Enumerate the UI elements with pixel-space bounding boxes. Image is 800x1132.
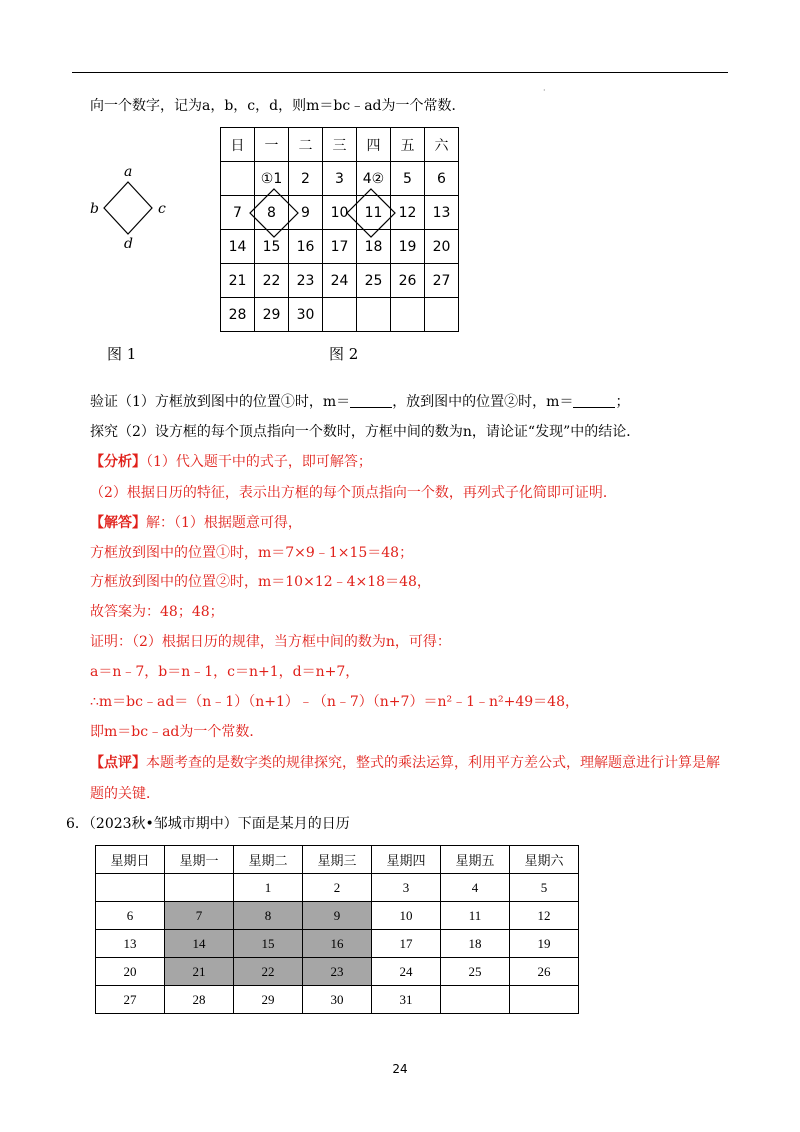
- analysis-line-1: [90, 452, 372, 472]
- figure-2-caption: 图 2: [329, 345, 359, 363]
- calendar-row: [96, 986, 579, 1014]
- calendar-day-cell: 8: [234, 902, 303, 930]
- analysis-line-2: （2）根据日历的特征，表示出方框的每个顶点指向一个数，再列式子化简即可证明．: [90, 485, 617, 501]
- label-a: a: [124, 164, 133, 180]
- calendar-header-cell: 三: [323, 128, 357, 162]
- calendar-header-cell: 星期一: [165, 846, 234, 874]
- label-c: c: [158, 201, 166, 217]
- calendar-row: [221, 264, 459, 298]
- calendar-day-cell: [391, 298, 425, 332]
- calendar-day-cell: 26: [510, 958, 579, 986]
- comment-tag: 【点评】: [90, 755, 146, 771]
- calendar-day-cell: 13: [425, 196, 459, 230]
- calendar-day-cell: 23: [289, 264, 323, 298]
- calendar-day-cell: 24: [323, 264, 357, 298]
- calendar-day-cell: 25: [441, 958, 510, 986]
- calendar-day-cell: 4: [441, 874, 510, 902]
- header-rule: [72, 72, 728, 73]
- verify-part-2: ，放到图中的位置②时，m＝: [392, 394, 574, 410]
- calendar-header-cell: 星期三: [303, 846, 372, 874]
- intro-text: 向一个数字，记为a，b，c，d，则m＝bc﹣ad为一个常数．: [90, 98, 466, 114]
- calendar-day-cell: 21: [165, 958, 234, 986]
- calendar-day-cell: 7: [221, 196, 255, 230]
- calendar-day-cell: 7: [165, 902, 234, 930]
- calendar-day-cell: 11: [441, 902, 510, 930]
- calendar-day-cell: 20: [425, 230, 459, 264]
- calendar-day-cell: 18: [357, 230, 391, 264]
- calendar-day-cell: 21: [221, 264, 255, 298]
- comment-line-1: [90, 753, 720, 773]
- answer-line-7: ∴m＝bc﹣ad＝（n﹣1）（n+1）﹣（n﹣7）（n+7）＝n²﹣1﹣n²+49＝48，: [90, 694, 579, 710]
- calendar-day-cell: 9: [289, 196, 323, 230]
- calendar-day-cell: 12: [510, 902, 579, 930]
- calendar-row: [96, 874, 579, 902]
- question-6-calendar: [95, 845, 579, 1014]
- calendar-day-cell: 31: [372, 986, 441, 1014]
- calendar-row: [96, 930, 579, 958]
- calendar-day-cell: 9: [303, 902, 372, 930]
- diamond-position-1: [248, 187, 300, 239]
- diamond-position-2: [345, 187, 397, 239]
- calendar-day-cell: 17: [323, 230, 357, 264]
- calendar-day-cell: 27: [96, 986, 165, 1014]
- calendar-day-cell: 22: [255, 264, 289, 298]
- calendar-header-cell: 星期日: [96, 846, 165, 874]
- answer-line-4: 故答案为：48；48；: [90, 604, 224, 620]
- answer-line-6: a＝n﹣7，b＝n﹣1，c＝n+1，d＝n+7，: [90, 664, 360, 680]
- calendar-day-cell: 3: [323, 162, 357, 196]
- comment-line-2: 题的关键．: [90, 786, 160, 802]
- verify-part-3: ；: [615, 394, 630, 410]
- calendar-day-cell: 12: [391, 196, 425, 230]
- calendar-row: [96, 902, 579, 930]
- calendar-row: [96, 958, 579, 986]
- calendar-header-cell: 星期六: [510, 846, 579, 874]
- calendar-day-cell: 6: [96, 902, 165, 930]
- question-6-title: 6．（2023秋•邹城市期中）下面是某月的日历: [66, 816, 350, 832]
- answer-blank-2: [573, 393, 615, 408]
- calendar-day-cell: ①1: [255, 162, 289, 196]
- calendar-day-cell: 19: [391, 230, 425, 264]
- calendar-header-cell: 星期四: [372, 846, 441, 874]
- calendar-header-cell: 日: [221, 128, 255, 162]
- verify-question: [90, 392, 629, 412]
- calendar-day-cell: 2: [303, 874, 372, 902]
- calendar-header-cell: 四: [357, 128, 391, 162]
- calendar-day-cell: 11: [357, 196, 391, 230]
- calendar-day-cell: 28: [221, 298, 255, 332]
- calendar-day-cell: 5: [510, 874, 579, 902]
- calendar-day-cell: 10: [372, 902, 441, 930]
- calendar-header-row: [96, 846, 579, 874]
- calendar-day-cell: 30: [289, 298, 323, 332]
- figure-1-diamond: [82, 160, 182, 260]
- calendar-day-cell: [323, 298, 357, 332]
- answer-line-2: 方框放到图中的位置①时，m＝7×9﹣1×15＝48；: [90, 545, 414, 561]
- calendar-day-cell: 25: [357, 264, 391, 298]
- calendar-day-cell: 28: [165, 986, 234, 1014]
- label-b: b: [90, 201, 99, 217]
- calendar-day-cell: 4②: [357, 162, 391, 196]
- answer-tag: 【解答】: [90, 515, 146, 531]
- comment-text-1: 本题考查的是数字类的规律探究，整式的乘法运算，利用平方差公式，理解题意进行计算是解: [146, 755, 720, 771]
- calendar-day-cell: 15: [234, 930, 303, 958]
- calendar-header-row: [221, 128, 459, 162]
- calendar-day-cell: [441, 986, 510, 1014]
- analysis-tag: 【分析】: [90, 454, 146, 470]
- verify-part-1: 验证（1）方框放到图中的位置①时，m＝: [90, 394, 351, 410]
- answer-line-1: [90, 513, 302, 533]
- calendar-day-cell: 6: [425, 162, 459, 196]
- label-d: d: [124, 236, 133, 252]
- calendar-day-cell: 29: [255, 298, 289, 332]
- calendar-day-cell: 14: [221, 230, 255, 264]
- explore-question: 探究（2）设方框的每个顶点指向一个数时，方框中间的数为n，请论证“发现”中的结论．: [90, 424, 641, 440]
- calendar-day-cell: 13: [96, 930, 165, 958]
- answer-line-8: 即m＝bc﹣ad为一个常数．: [90, 724, 264, 740]
- figure-1-caption: 图 1: [107, 345, 137, 363]
- calendar-day-cell: 18: [441, 930, 510, 958]
- calendar-day-cell: 1: [234, 874, 303, 902]
- calendar-day-cell: [96, 874, 165, 902]
- calendar-day-cell: [425, 298, 459, 332]
- answer-blank-1: [350, 393, 392, 408]
- calendar-day-cell: [357, 298, 391, 332]
- calendar-day-cell: 3: [372, 874, 441, 902]
- calendar-day-cell: 16: [289, 230, 323, 264]
- calendar-day-cell: 23: [303, 958, 372, 986]
- calendar-day-cell: 17: [372, 930, 441, 958]
- calendar-day-cell: 20: [96, 958, 165, 986]
- answer-line-5: 证明：（2）根据日历的规律，当方框中间的数为n，可得：: [90, 634, 451, 650]
- calendar-day-cell: 10: [323, 196, 357, 230]
- calendar-header-cell: 一: [255, 128, 289, 162]
- page-number: 24: [392, 1062, 408, 1076]
- calendar-day-cell: 15: [255, 230, 289, 264]
- answer-line-3: 方框放到图中的位置②时，m＝10×12﹣4×18＝48，: [90, 574, 431, 590]
- calendar-header-cell: 五: [391, 128, 425, 162]
- calendar-day-cell: 26: [391, 264, 425, 298]
- answer-text-1: 解：（1）根据题意可得，: [146, 515, 302, 531]
- calendar-day-cell: [165, 874, 234, 902]
- calendar-day-cell: 29: [234, 986, 303, 1014]
- calendar-day-cell: 14: [165, 930, 234, 958]
- calendar-header-cell: 星期二: [234, 846, 303, 874]
- calendar-day-cell: 27: [425, 264, 459, 298]
- calendar-day-cell: 30: [303, 986, 372, 1014]
- calendar-day-cell: 19: [510, 930, 579, 958]
- calendar-day-cell: 16: [303, 930, 372, 958]
- calendar-day-cell: 8: [255, 196, 289, 230]
- calendar-day-cell: 2: [289, 162, 323, 196]
- calendar-day-cell: 24: [372, 958, 441, 986]
- analysis-text-1: （1）代入题干中的式子，即可解答；: [146, 454, 372, 470]
- header-dot: ·: [543, 86, 546, 95]
- calendar-header-cell: 六: [425, 128, 459, 162]
- calendar-day-cell: [510, 986, 579, 1014]
- calendar-header-cell: 二: [289, 128, 323, 162]
- calendar-row: [221, 298, 459, 332]
- calendar-day-cell: 5: [391, 162, 425, 196]
- calendar-day-cell: 22: [234, 958, 303, 986]
- calendar-header-cell: 星期五: [441, 846, 510, 874]
